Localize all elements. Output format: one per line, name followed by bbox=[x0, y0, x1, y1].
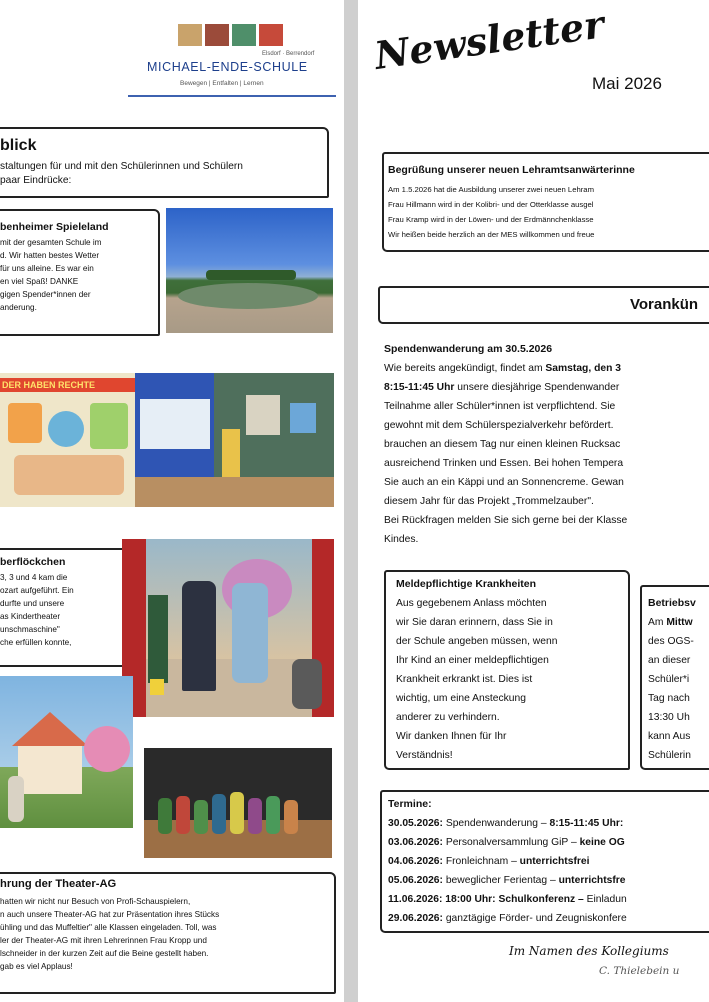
photo-stage bbox=[122, 539, 334, 717]
spieleland-line-1: mit der gesamten Schule im bbox=[0, 238, 102, 247]
begruessung-line-4: Wir heißen beide herzlich an der MES willkommen und freue bbox=[388, 230, 595, 239]
begruessung-title: Begrüßung unserer neuen Lehramtsanwärterinne bbox=[388, 164, 635, 176]
termin-emphasis: keine OG bbox=[579, 837, 625, 848]
spendenwanderung-line-1 bbox=[384, 362, 621, 375]
zauber-line-2: ozart aufgeführt. Ein bbox=[0, 586, 74, 595]
spendenwanderung-time: 8:15-11:45 Uhr bbox=[384, 382, 455, 393]
krankheiten-line-9: Verständnis! bbox=[396, 750, 453, 761]
krankheiten-title: Meldepflichtige Krankheiten bbox=[396, 578, 537, 590]
termin-row bbox=[388, 874, 626, 887]
vorankuendigungen-title: Vorankün bbox=[630, 296, 699, 313]
zauber-line-5: unschmaschine" bbox=[0, 625, 60, 634]
rueckblick-box bbox=[0, 127, 329, 198]
theater-ag-line-1: hatten wir nicht nur Besuch von Profi-Schauspielern, bbox=[0, 897, 191, 906]
termin-row bbox=[388, 855, 589, 868]
betrieb-line-5: Tag nach bbox=[648, 693, 690, 704]
photo-theater-ag bbox=[144, 748, 332, 858]
photo-spieleland bbox=[166, 208, 333, 333]
krankheiten-box bbox=[384, 570, 630, 770]
photo-backdrop bbox=[0, 676, 133, 828]
spendenwanderung-section bbox=[384, 343, 709, 553]
signature-line-1: Im Namen des Kollegiums bbox=[509, 944, 669, 958]
school-tagline-top: Elsdorf · Berrendorf bbox=[262, 51, 315, 57]
krankheiten-line-5: Krankheit erkrankt ist. Dies ist bbox=[396, 674, 533, 685]
banner-text: DER HABEN RECHTE bbox=[2, 380, 96, 390]
spendenwanderung-date: Samstag, den 3 bbox=[545, 363, 621, 374]
termin-date: 04.06.2026: bbox=[388, 856, 443, 867]
betrieb-line-2: des OGS- bbox=[648, 636, 694, 647]
spendenwanderung-line-4: gewohnt mit dem Schülerspezialverkehr befördert. bbox=[384, 420, 614, 431]
zauber-line-3: durfte und unsere bbox=[0, 599, 65, 608]
theater-ag-box bbox=[0, 872, 336, 994]
spendenwanderung-line-8: diesem Jahr für das Projekt „Trommelzauber". bbox=[384, 496, 594, 507]
zauber-box bbox=[0, 548, 131, 667]
termin-date: 05.06.2026: bbox=[388, 875, 443, 886]
spendenwanderung-line-3: Teilnahme aller Schüler*innen ist verpflichtend. Sie bbox=[384, 401, 616, 412]
betrieb-line-1-text: Am bbox=[648, 617, 667, 628]
theater-ag-title: hrung der Theater-AG bbox=[0, 878, 117, 890]
spieleland-box bbox=[0, 209, 160, 336]
termin-text: Personalversammlung GiP – bbox=[442, 837, 580, 848]
newsletter-month: Mai 2026 bbox=[592, 74, 662, 93]
termin-text: Spendenwanderung – bbox=[442, 818, 550, 829]
begruessung-line-1: Am 1.5.2026 hat die Ausbildung unserer zwei neuen Lehram bbox=[388, 185, 594, 194]
rueckblick-intro-2: paar Eindrücke: bbox=[0, 175, 72, 186]
termin-text: beweglicher Ferientag – bbox=[442, 875, 559, 886]
termin-text: ganztägige Förder- und Zeugniskonfere bbox=[442, 913, 627, 924]
rueckblick-title: blick bbox=[0, 137, 37, 154]
spieleland-line-3: für uns alleine. Es war ein bbox=[0, 264, 94, 273]
termin-emphasis: unterrichtsfrei bbox=[519, 856, 590, 867]
termin-date: 11.06.2026: 18:00 Uhr: Schulkonferenz – bbox=[388, 894, 584, 905]
termin-emphasis: 8:15-11:45 Uhr: bbox=[549, 818, 624, 829]
vorankuendigungen-bar bbox=[378, 286, 709, 324]
betrieb-line-4: Schüler*i bbox=[648, 674, 690, 685]
betrieb-title: Betriebsv bbox=[648, 597, 696, 609]
krankheiten-line-3: der Schule angeben müssen, wenn bbox=[396, 636, 558, 647]
theater-ag-line-2: n auch unsere Theater-AG hat zur Präsentation ihres Stücks bbox=[0, 910, 220, 919]
begruessung-box bbox=[382, 152, 709, 252]
theater-ag-line-3: ühling und das Muffeltier" alle Klassen eingeladen. Toll, was bbox=[0, 923, 217, 932]
krankheiten-line-4: Ihr Kind an einer meldepflichtigen bbox=[396, 655, 549, 666]
spendenwanderung-line-1-text: Wie bereits angekündigt, findet am bbox=[384, 363, 546, 374]
zauber-title: berflöckchen bbox=[0, 556, 66, 568]
krankheiten-line-7: anderer zu verhindern. bbox=[396, 712, 500, 723]
spendenwanderung-line-9: Bei Rückfragen melden Sie sich gerne bei der Klasse bbox=[384, 515, 628, 526]
termin-text: Einladun bbox=[583, 894, 627, 905]
termin-row bbox=[388, 912, 627, 925]
krankheiten-line-6: wichtig, um eine Ansteckung bbox=[396, 693, 526, 704]
termin-row bbox=[388, 893, 627, 906]
theater-ag-line-6: gab es viel Applaus! bbox=[0, 962, 73, 971]
theater-ag-line-4: ler der Theater-AG mit ihren Lehrerinnen Frau Kropp und bbox=[0, 936, 207, 945]
betrieb-line-7: kann Aus bbox=[648, 731, 691, 742]
zauber-line-4: as Kindertheater bbox=[0, 612, 61, 621]
school-name: MICHAEL-ENDE-SCHULE bbox=[147, 60, 308, 74]
krankheiten-line-8: Wir danken Ihnen für Ihr bbox=[396, 731, 507, 742]
betrieb-line-6: 13:30 Uh bbox=[648, 712, 690, 723]
theater-ag-line-5: lschneider in der kurzen Zeit auf die Beine gestellt haben. bbox=[0, 949, 209, 958]
spendenwanderung-line-10: Kindes. bbox=[384, 534, 419, 545]
termine-title: Termine: bbox=[388, 798, 432, 810]
termin-row bbox=[388, 817, 623, 830]
newsletter-title: Newsletter bbox=[371, 1, 607, 79]
termin-date: 29.06.2026: bbox=[388, 913, 443, 924]
logo-underline bbox=[128, 95, 336, 97]
school-motto: Bewegen | Entfalten | Lernen bbox=[180, 80, 264, 87]
spendenwanderung-line-6: ausreichend Trinken und Essen. Bei hohen Tempera bbox=[384, 458, 624, 469]
photo-classroom bbox=[0, 373, 334, 507]
betrieb-line-3: an dieser bbox=[648, 655, 691, 666]
spieleland-line-5: gigen Spender*innen der bbox=[0, 290, 91, 299]
spendenwanderung-line-2-text: unsere diesjährige Spendenwander bbox=[454, 382, 620, 393]
spieleland-line-6: anderung. bbox=[0, 303, 37, 312]
school-logo bbox=[178, 22, 288, 48]
zauber-line-6: che erfüllen konnte, bbox=[0, 638, 72, 647]
betrieb-line-1 bbox=[648, 616, 693, 629]
newsletter-page-left bbox=[0, 0, 344, 1002]
termin-text: Fronleichnam – bbox=[442, 856, 520, 867]
spendenwanderung-line-5: brauchen an diesem Tag nur einen kleinen Rucksac bbox=[384, 439, 621, 450]
newsletter-heading bbox=[371, 1, 678, 114]
begruessung-line-3: Frau Kramp wird in der Löwen- und der Erdmännchenklasse bbox=[388, 215, 594, 224]
spieleland-line-2: d. Wir hatten bestes Wetter bbox=[0, 251, 100, 260]
krankheiten-line-2: wir Sie daran erinnern, dass Sie in bbox=[396, 617, 553, 628]
betrieb-line-8: Schülerin bbox=[648, 750, 691, 761]
krankheiten-line-1: Aus gegebenem Anlass möchten bbox=[396, 598, 547, 609]
signature-line-2: C. Thielebein u bbox=[599, 965, 680, 977]
betrieb-date: Mittw bbox=[666, 617, 693, 628]
termin-date: 03.06.2026: bbox=[388, 837, 443, 848]
spieleland-line-4: en viel Spaß! DANKE bbox=[0, 277, 79, 286]
spendenwanderung-title: Spendenwanderung am 30.5.2026 bbox=[384, 343, 553, 355]
rueckblick-intro-1: staltungen für und mit den Schülerinnen und Schülern bbox=[0, 161, 243, 172]
begruessung-line-2: Frau Hillmann wird in der Kolibri- und der Otterklasse ausgel bbox=[388, 200, 594, 209]
newsletter-page-right bbox=[358, 0, 709, 1002]
termine-box bbox=[380, 790, 709, 933]
termin-row bbox=[388, 836, 625, 849]
termin-date: 30.05.2026: bbox=[388, 818, 443, 829]
termin-emphasis: unterrichtsfre bbox=[558, 875, 626, 886]
spendenwanderung-line-7: Sie auch an ein Käppi und an Sonnencreme. Gewan bbox=[384, 477, 624, 488]
betrieb-box bbox=[640, 585, 709, 770]
spieleland-title: benheimer Spieleland bbox=[0, 221, 109, 233]
spendenwanderung-line-2 bbox=[384, 381, 619, 394]
zauber-line-1: 3, 3 und 4 kam die bbox=[0, 573, 68, 582]
